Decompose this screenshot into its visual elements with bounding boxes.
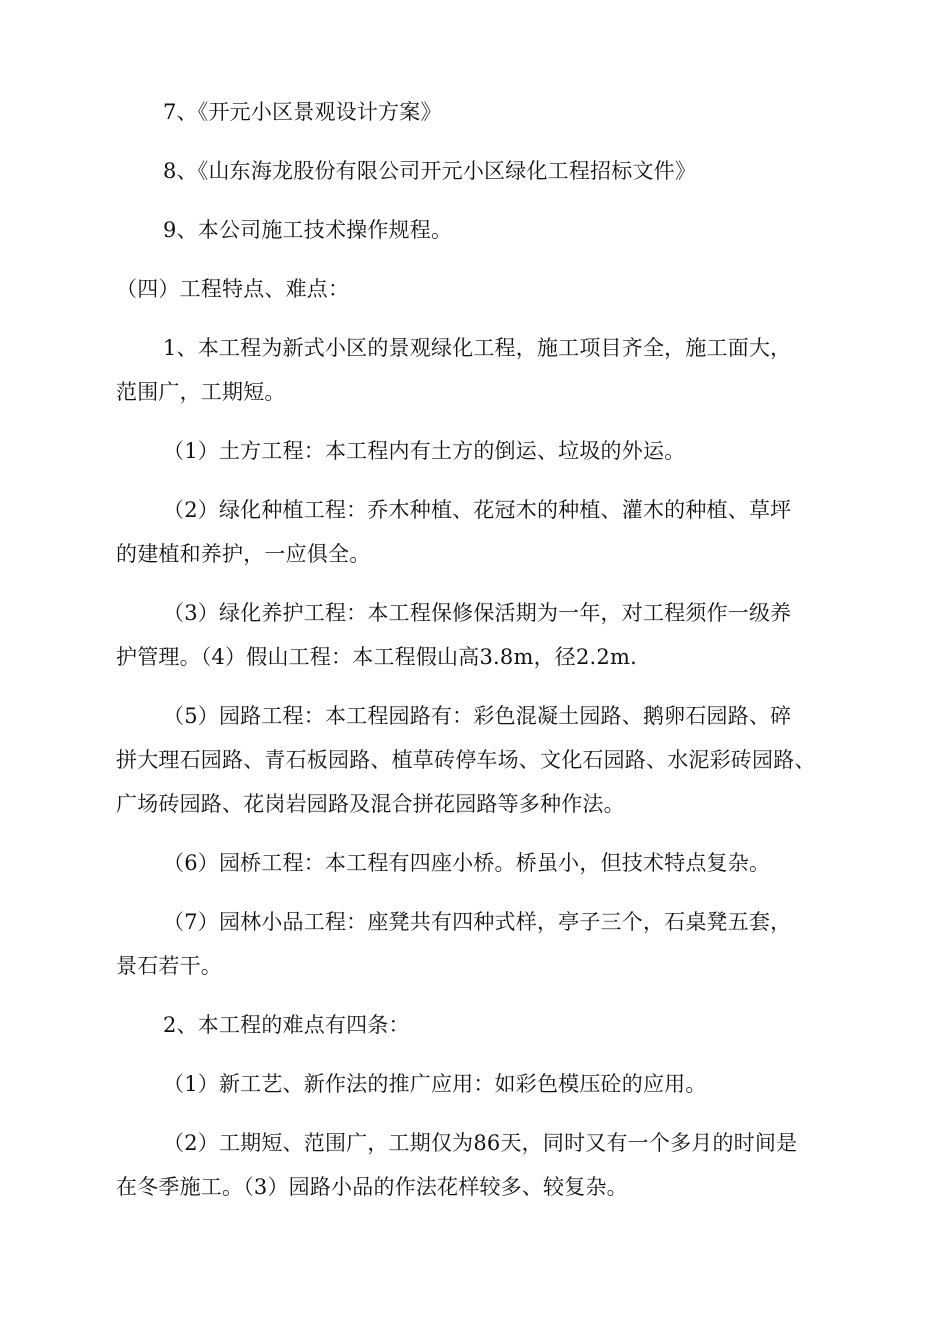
paragraph-line: （6）园桥工程：本工程有四座小桥。桥虽小，但技术特点复杂。 (163, 851, 771, 875)
paragraph-line: 1、本工程为新式小区的景观绿化工程，施工项目齐全，施工面大， (163, 336, 792, 360)
paragraph-line: 拼大理石园路、青石板园路、植草砖停车场、文化石园路、水泥彩砖园路、 (116, 748, 816, 772)
paragraph-line: 在冬季施工。（3）园路小品的作法花样较多、较复杂。 (116, 1175, 628, 1199)
paragraph-line: （5）园路工程：本工程园路有：彩色混凝土园路、鹅卵石园路、碎 (163, 704, 792, 728)
paragraph-line: 广场砖园路、花岗岩园路及混合拼花园路等多种作法。 (116, 792, 625, 816)
paragraph-line: 护管理。（4）假山工程：本工程假山高3.8m，径2.2m. (116, 645, 637, 669)
paragraph-line: （1）土方工程：本工程内有土方的倒运、垃圾的外运。 (163, 439, 686, 463)
paragraph-line: （1）新工艺、新作法的推广应用：如彩色模压砼的应用。 (163, 1072, 707, 1096)
paragraph-line: （7）园林小品工程：座凳共有四种式样，亭子三个，石桌凳五套， (163, 910, 792, 934)
reference-item-8: 8、《山东海龙股份有限公司开元小区绿化工程招标文件》 (163, 159, 697, 183)
paragraph-line: 的建植和养护，一应俱全。 (116, 542, 371, 566)
paragraph-line: 范围广，工期短。 (116, 380, 286, 404)
paragraph-line: （2）绿化种植工程：乔木种植、花冠木的种植、灌木的种植、草坪 (163, 498, 792, 522)
paragraph-line: 2、本工程的难点有四条： (163, 1013, 410, 1037)
reference-item-7: 7、《开元小区景观设计方案》 (163, 100, 442, 124)
reference-item-9: 9、本公司施工技术操作规程。 (163, 218, 453, 242)
paragraph-line: （2）工期短、范围广，工期仅为86天，同时又有一个多月的时间是 (163, 1131, 798, 1155)
section-heading: （四）工程特点、难点： (116, 277, 350, 301)
paragraph-line: 景石若干。 (116, 954, 222, 978)
paragraph-line: （3）绿化养护工程：本工程保修保活期为一年，对工程须作一级养 (163, 601, 792, 625)
